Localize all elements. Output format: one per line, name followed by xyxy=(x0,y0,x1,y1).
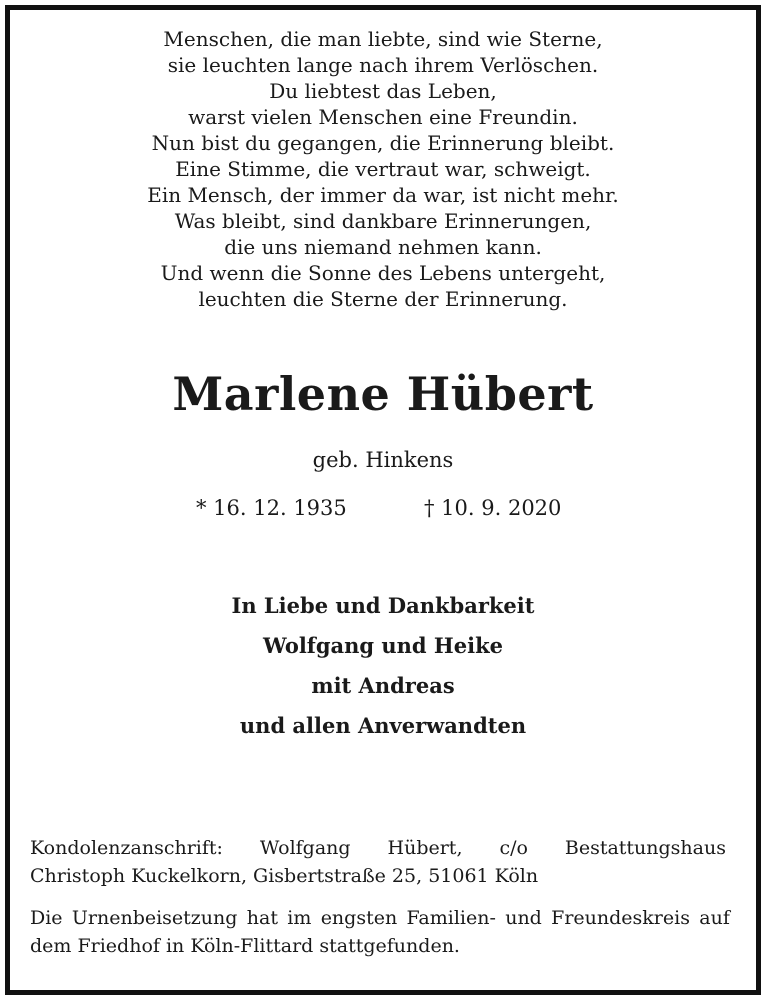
condolence-word: c/o xyxy=(499,837,528,859)
maiden-name: geb. Hinkens xyxy=(312,448,454,472)
poem-line: sie leuchten lange nach ihrem Verlöschen. xyxy=(167,53,599,77)
condolence-word: Hübert, xyxy=(387,837,463,859)
death-date: † 10. 9. 2020 xyxy=(424,496,562,520)
burial-word: Urnenbeisetzung xyxy=(71,907,238,929)
poem-line: die uns niemand nehmen kann. xyxy=(224,235,542,259)
mourner-line: und allen Anverwandten xyxy=(239,713,527,738)
burial-word: Die xyxy=(30,907,63,929)
mourner-line: mit Andreas xyxy=(311,673,455,698)
burial-notice xyxy=(30,904,730,960)
poem-line: Nun bist du gegangen, die Erinnerung bleibt. xyxy=(151,131,615,155)
poem-line: Menschen, die man liebte, sind wie Sterne, xyxy=(163,27,603,51)
poem-line: Ein Mensch, der immer da war, ist nicht mehr. xyxy=(147,183,619,207)
mourners xyxy=(0,586,766,746)
mourner-line: Wolfgang und Heike xyxy=(262,633,504,658)
condolence-line-2: Christoph Kuckelkorn, Gisbertstraße 25, 51061 Köln xyxy=(30,865,539,887)
burial-word: im xyxy=(287,907,312,929)
burial-word: Familien- xyxy=(406,907,496,929)
burial-line-1 xyxy=(30,904,730,932)
condolence-word: Kondolenzanschrift: xyxy=(30,837,223,859)
mourner-line: In Liebe und Dankbarkeit xyxy=(231,593,535,618)
condolence-word: Wolfgang xyxy=(259,837,351,859)
poem-line: Du liebtest das Leben, xyxy=(269,79,497,103)
poem-line: Was bleibt, sind dankbare Erinnerungen, xyxy=(174,209,592,233)
poem-line: Eine Stimme, die vertraut war, schweigt. xyxy=(175,157,591,181)
condolence-line-1 xyxy=(30,834,726,862)
poem-line: leuchten die Sterne der Erinnerung. xyxy=(198,287,568,311)
burial-line-2: dem Friedhof in Köln-Flittard stattgefunden. xyxy=(30,935,460,957)
burial-word: hat xyxy=(246,907,278,929)
poem-line: warst vielen Menschen eine Freundin. xyxy=(188,105,578,129)
poem xyxy=(0,26,766,312)
deceased-name: Marlene Hübert xyxy=(172,367,594,421)
burial-word: Freundeskreis xyxy=(551,907,690,929)
condolence-word: Bestattungshaus xyxy=(564,837,726,859)
poem-line: Und wenn die Sonne des Lebens untergeht, xyxy=(160,261,606,285)
condolence-address xyxy=(30,834,726,890)
burial-word: auf xyxy=(699,907,730,929)
burial-word: engsten xyxy=(320,907,398,929)
burial-word: und xyxy=(505,907,542,929)
birth-date: * 16. 12. 1935 xyxy=(196,496,347,520)
